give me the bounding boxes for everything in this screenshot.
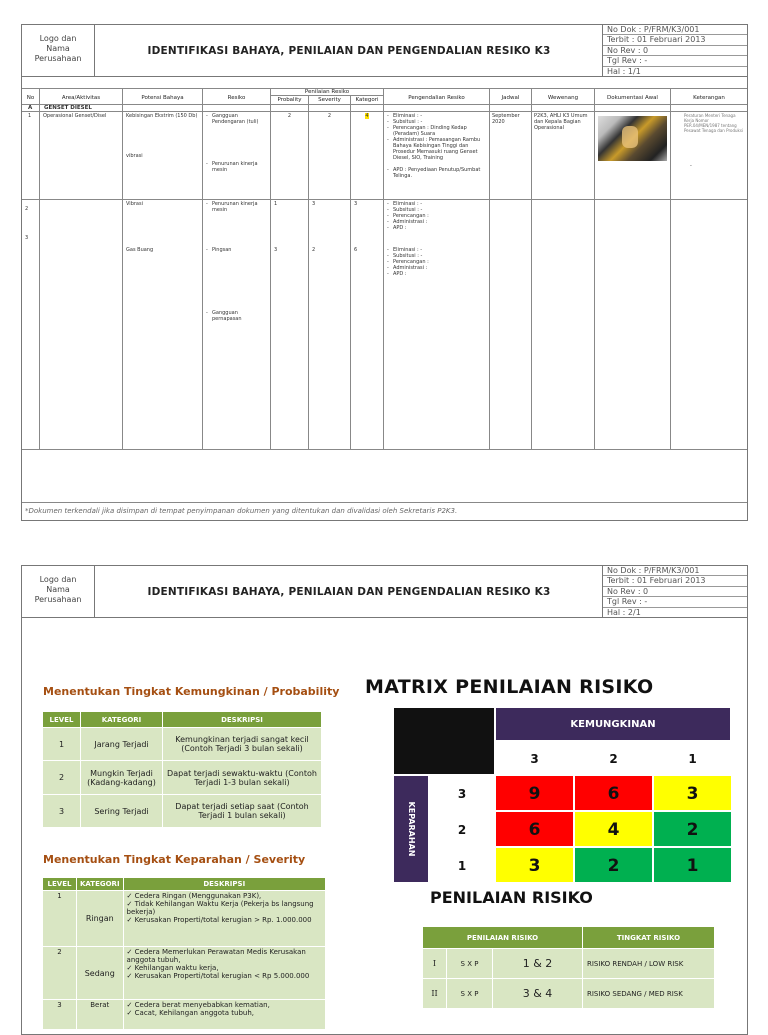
row2-resiko [205,201,267,213]
row1-ctrl-perencangan: - Perencangan : Dinding Kedap (Peradam) Suara [386,125,488,137]
matrix-cell: 6 [495,811,574,847]
row1-kategori [351,113,383,119]
pr-formula: S X P [447,949,493,979]
matrix-cell: 3 [495,847,574,883]
controlled-document-footer: *Dokumen terkendali jika disimpan di tempat penyimpanan dokumen yang ditentukan dan divalidasi oleh Sekretaris P2K3. [25,507,458,515]
penilaian-subline [270,95,383,96]
pr-tingkat: RISIKO SEDANG / MED RISK [583,979,715,1009]
row1-no: 1 [28,113,32,119]
col-divider [350,95,351,449]
prob-kategori: Mungkin Terjadi (Kadang-kadang) [81,761,163,795]
row3-kategori: 6 [354,247,358,253]
col-divider [531,88,532,449]
row2-ctrl-perencangan: - Perencangan : [386,213,488,219]
row3-severity: 2 [312,247,316,253]
col-divider [39,88,40,449]
row1-resiko [205,113,267,125]
row1-potensi-2: vibrasi [126,153,143,159]
meta-no-rev: No Rev : 0 [603,46,747,56]
col-header-dokumentasi: Dokumentasi Awal [607,95,658,101]
row1-keterangan-2: - [690,163,692,169]
col-header-resiko: Resiko [227,95,246,101]
matrix-cell: 3 [653,775,732,811]
col-divider [383,88,384,449]
row1-ctrl-eliminasi: - Eliminasi : - [386,113,488,119]
row1-probability: 2 [287,113,292,119]
meta-tgl-rev: Tgl Rev : - [603,56,747,66]
sev-kategori: Ringan [77,891,124,947]
table-row [423,979,715,1009]
probability-title: Menentukan Tingkat Kemungkinan / Probability [43,685,340,698]
matrix-col-level: 2 [574,741,653,775]
row1-keterangan: Peraturan Menteri Tenaga Kerja Nomor PER.04/MEN/1987 tentang Pesawat Tenaga dan Produksi [684,113,744,133]
meta-no-rev: No Rev : 0 [603,587,747,597]
row2-kategori: 3 [354,201,358,207]
document-meta [602,566,747,618]
row3-resiko2-item: - Gangguan pernapasan [205,310,267,322]
col-header-penilaian: Penilaian Resiko [304,89,350,95]
table-row [43,761,322,795]
sev-level: 1 [43,891,77,947]
pr-range: 1 & 2 [493,949,583,979]
table-row [423,949,715,979]
pr-formula: S X P [447,979,493,1009]
matrix-cell: 9 [495,775,574,811]
table-row [43,1000,326,1030]
row1-ctrl-subsitusi: - Subsitusi : - [386,119,488,125]
col-divider [670,88,671,449]
matrix-row-header [393,775,429,883]
sev-desc-line: ✓ Cedera berat menyebabkan kematian, [126,1001,270,1009]
sev-desc-line: ✓ Cedera Memerlukan Perawatan Medis Kerusakan anggota tubuh, [126,948,306,964]
sev-level: 2 [43,947,77,1000]
row1-resiko-item: - Gangguan Pendengaran (tuli) [205,113,267,125]
logo-line: Perusahaan [34,595,82,604]
prob-deskripsi: Dapat terjadi sewaktu-waktu (Contoh Terjadi 1-3 bulan sekali) [163,761,322,795]
matrix-cell: 4 [574,811,653,847]
form-header [22,566,747,618]
meta-tgl-rev: Tgl Rev : - [603,597,747,607]
row3-resiko-item: - Pingsan [205,247,267,253]
row2-ctrl-subsitusi: - Subsitusi : - [386,207,488,213]
row2-ctrl-administrasi: - Administrasi : [386,219,488,225]
document-meta [602,25,747,77]
col-header-pengendalian: Pengendalian Resiko [408,95,465,101]
pr-header-tingkat: TINGKAT RISIKO [583,927,715,949]
pr-tingkat: RISIKO RENDAH / LOW RISK [583,949,715,979]
penilaian-title: PENILAIAN RISIKO [430,888,593,907]
row1-wewenang: P2K3, AHLI K3 Umum dan Kepala Bagian Operasional [534,113,588,131]
row3-probability: 3 [274,247,278,253]
row1-severity: 2 [327,113,332,119]
logo-line: Nama [46,585,70,594]
pr-range: 3 & 4 [493,979,583,1009]
penilaian-table [422,926,715,1009]
matrix-row-level: 3 [429,775,495,811]
row3-ctrl-subsitusi: - Subsitusi : - [386,253,488,259]
col-divider [270,88,271,449]
col-divider [308,95,309,449]
document-title: IDENTIFIKASI BAHAYA, PENILAIAN DAN PENGENDALIAN RESIKO K3 [147,45,551,57]
col-divider [489,88,490,449]
meta-no-dok: No Dok : P/FRM/K3/001 [603,25,747,35]
prob-header-level: LEVEL [43,712,81,728]
row3-ctrl-administrasi: - Administrasi : [386,265,488,271]
pr-roman: II [423,979,447,1009]
row1-pengendalian [386,113,488,179]
matrix-row-level: 2 [429,811,495,847]
row2-probability: 1 [274,201,278,207]
col-divider [202,88,203,449]
sev-level: 3 [43,1000,77,1030]
probability-table [42,711,322,828]
company-logo-placeholder [22,566,95,618]
row1-ctrl-apd: - APD : Penyediaan Penutup/Sumbat Telinga. [386,167,488,179]
col-header-area: Area/Aktivitas [61,95,101,101]
col-header-keterangan: Keterangan [693,95,725,101]
pr-header-penilaian: PENILAIAN RISIKO [423,927,583,949]
form-page-1 [21,24,748,521]
sev-desc-line: ✓ Kerusakan Properti/total kerugian > Rp. 1.000.000 [126,916,312,924]
row3-ctrl-apd: - APD : [386,271,488,277]
logo-line: Perusahaan [34,54,82,63]
col-header-potensi: Potensi Bahaya [141,95,184,101]
table-row [43,947,326,1000]
row2-resiko-item: - Penurunan kinerja mesin [205,201,267,213]
sev-deskripsi [123,1000,325,1030]
row2-severity: 3 [312,201,316,207]
row2-potensi: Vibrasi [126,201,143,207]
row-line [22,199,747,200]
row1-ctrl-administrasi: - Administrasi : Pemasangan Rambu Bahaya Kebisingan Tinggi dan Prosedur Memasuki ruang Genset Diesel, SIO, Training [386,137,488,161]
sev-header-level: LEVEL [43,878,77,891]
matrix-col-header: KEMUNGKINAN [495,707,731,741]
risk-matrix [373,707,731,883]
prob-level: 3 [43,795,81,828]
matrix-cell: 2 [653,811,732,847]
row3-ctrl-perencangan: - Perencangan : [386,259,488,265]
section-name: GENSET DIESEL [44,105,92,111]
row1-area: Operasional Genset/Disel [43,113,107,119]
sev-kategori: Berat [77,1000,124,1030]
table-header-line [22,104,747,105]
row1-jadwal: September 2020 [492,113,520,125]
col-header-severity: Severity [318,97,341,103]
prob-header-kategori: KATEGORI [81,712,163,728]
row1-resiko2-item: - Penurunan kinerja mesin [205,161,267,173]
sev-desc-line: ✓ Tidak Kehilangan Waktu Kerja (Pekerja bs langsung bekerja) [126,900,314,916]
section-letter: A [28,105,33,111]
matrix-title: MATRIX PENILAIAN RISIKO [365,676,654,698]
meta-hal: Hal : 2/1 [607,607,641,617]
prob-kategori: Jarang Terjadi [81,728,163,761]
meta-hal: Hal : 1/1 [607,66,641,76]
col-header-kategori: Kategori [355,97,379,103]
prob-level: 1 [43,728,81,761]
prob-kategori: Sering Terjadi [81,795,163,828]
form-header [22,25,747,77]
sev-desc-line: ✓ Kerusakan Properti/total kerugian < Rp 5.000.000 [126,972,310,980]
row3-resiko-2 [205,310,267,322]
footer-line [22,502,747,503]
matrix-col-level: 1 [653,741,732,775]
document-title: IDENTIFIKASI BAHAYA, PENILAIAN DAN PENGENDALIAN RESIKO K3 [147,586,551,598]
row3-ctrl-eliminasi: - Eliminasi : - [386,247,488,253]
prob-header-deskripsi: DESKRIPSI [163,712,322,728]
sev-kategori: Sedang [77,947,124,1000]
table-top-line [22,88,747,89]
sev-desc-line: ✓ Cedera Ringan (Menggunakan P3K), [126,892,262,900]
matrix-col-level: 3 [495,741,574,775]
col-divider [594,88,595,449]
row1-potensi: Kebisingan Ekstrim (150 Db) [126,113,198,119]
row3-potensi: Gas Buang [126,247,154,253]
meta-terbit: Terbit : 01 Februari 2013 [603,576,747,586]
col-header-probability: Probality [277,97,302,103]
sev-desc-line: ✓ Cacat, Kehilangan anggota tubuh, [126,1009,255,1017]
matrix-row-level: 1 [429,847,495,883]
matrix-cell: 6 [574,775,653,811]
matrix-corner [393,707,495,775]
table-row [43,728,322,761]
company-logo-placeholder [22,25,95,77]
table-row [43,891,326,947]
matrix-row-header-label: KEPARAHAN [407,801,416,857]
col-header-jadwal: Jadwal [501,95,520,101]
logo-line: Logo dan [39,575,77,584]
row3-resiko [205,247,267,253]
prob-deskripsi: Kemungkinan terjadi sangat kecil (Contoh Terjadi 3 bulan sekali) [163,728,322,761]
sev-header-kategori: KATEGORI [77,878,124,891]
sev-deskripsi [123,891,325,947]
documentation-photo [598,116,667,161]
pr-roman: I [423,949,447,979]
table-bottom-line [22,449,747,450]
prob-level: 2 [43,761,81,795]
logo-line: Logo dan [39,34,77,43]
meta-terbit: Terbit : 01 Februari 2013 [603,35,747,45]
col-divider [122,88,123,449]
row2-no: 2 [25,206,29,212]
row1-kategori-value: 4 [365,113,369,119]
sev-header-deskripsi: DESKRIPSI [123,878,325,891]
row3-pengendalian [386,247,488,277]
col-header-no: No [26,95,35,101]
meta-no-dok: No Dok : P/FRM/K3/001 [603,566,747,576]
prob-deskripsi: Dapat terjadi setiap saat (Contoh Terjadi 1 bulan sekali) [163,795,322,828]
row2-ctrl-eliminasi: - Eliminasi : - [386,201,488,207]
severity-table [42,877,326,1030]
col-header-wewenang: Wewenang [547,95,579,101]
row2-pengendalian [386,201,488,231]
row3-no: 3 [25,235,29,241]
sev-deskripsi [123,947,325,1000]
row2-ctrl-apd: - APD : [386,225,488,231]
matrix-cell: 1 [653,847,732,883]
table-row [43,795,322,828]
form-page-2 [21,565,748,1035]
sev-desc-line: ✓ Kehilangan waktu kerja, [126,964,219,972]
matrix-cell: 2 [574,847,653,883]
row1-resiko-2 [205,161,267,173]
logo-line: Nama [46,44,70,53]
severity-title: Menentukan Tingkat Keparahan / Severity [43,853,306,866]
section-line [22,111,747,112]
